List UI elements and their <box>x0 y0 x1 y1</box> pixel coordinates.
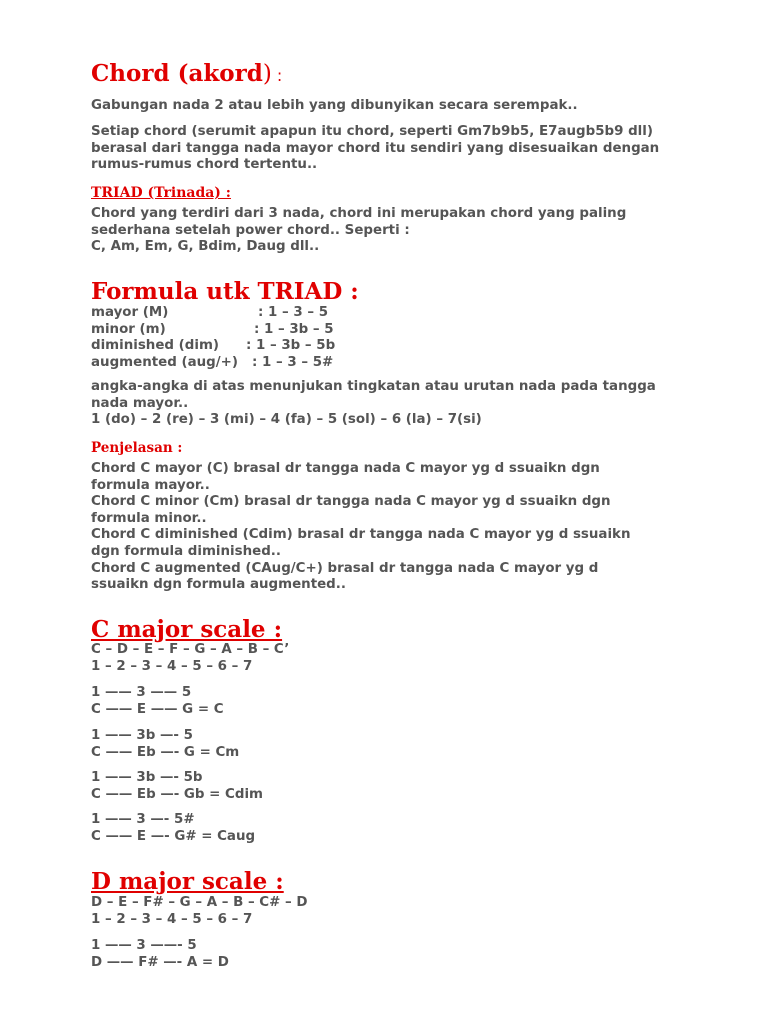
penjelasan-line: Chord C mayor (C) brasal dr tangga nada C mayor yg d ssuaikn dgn <box>91 461 600 476</box>
triad-heading: TRIAD (Trinada) : <box>91 185 231 201</box>
chord-heading-title: Chord (akord <box>91 60 263 87</box>
intro-paragraph-1: Gabungan nada 2 atau lebih yang dibunyikan secara serempak.. <box>91 98 578 113</box>
formula-label: mayor (M) <box>91 305 169 320</box>
triad-degrees: 1 —— 3b —- 5 <box>91 728 193 743</box>
intro-line: rumus-rumus chord tertentu.. <box>91 157 318 173</box>
formula-value: : 1 – 3b – 5b <box>246 338 336 354</box>
triad-degrees: 1 —— 3 —— 5 <box>91 685 192 700</box>
formula-note-line: nada mayor.. <box>91 395 189 411</box>
formula-heading: Formula utk TRIAD : <box>91 278 359 305</box>
triad-line: Chord yang terdiri dari 3 nada, chord ini merupakan chord yang paling <box>91 206 627 221</box>
formula-note-line: 1 (do) – 2 (re) – 3 (mi) – 4 (fa) – 5 (sol) – 6 (la) – 7(si) <box>91 412 482 428</box>
formula-note <box>91 379 656 429</box>
penjelasan-line: formula mayor.. <box>91 477 210 493</box>
scale-notes: D – E – F# – G – A – B – C# – D <box>91 895 308 910</box>
triad-notes: C —— E —- G# = Caug <box>91 828 256 844</box>
triad-notes: C —— Eb —- Gb = Cdim <box>91 786 264 802</box>
d-major-scale <box>91 895 308 928</box>
triad-degrees: 1 —— 3b —- 5b <box>91 770 203 785</box>
d-major-triad-block <box>91 938 229 971</box>
intro-line: Setiap chord (serumit apapun itu chord, seperti Gm7b9b5, E7augb5b9 dll) <box>91 124 653 139</box>
triad-notes: D —— F# —- A = D <box>91 954 229 970</box>
scale-notes: C – D – E – F – G – A – B – C’ <box>91 642 290 657</box>
penjelasan-line: Chord C augmented (CAug/C+) brasal dr tangga nada C mayor yg d <box>91 560 599 576</box>
formula-table <box>91 305 335 371</box>
intro-line: berasal dari tangga nada mayor chord itu sendiri yang disesuaikan dengan <box>91 140 660 156</box>
triad-notes: C —— E —— G = C <box>91 701 224 717</box>
penjelasan-line: Chord C diminished (Cdim) brasal dr tangga nada C mayor yg d ssuaikn <box>91 527 631 543</box>
formula-row-diminished <box>91 338 335 355</box>
penjelasan-line: dgn formula diminished.. <box>91 543 281 559</box>
formula-row-augmented <box>91 355 335 372</box>
d-major-heading: D major scale : <box>91 868 284 895</box>
triad-notes: C —— Eb —- G = Cm <box>91 744 240 760</box>
scale-degrees: 1 – 2 – 3 – 4 – 5 – 6 – 7 <box>91 911 253 927</box>
c-major-triad-block <box>91 685 224 718</box>
triad-line: sederhana setelah power chord.. Seperti : <box>91 222 410 238</box>
triad-degrees: 1 —— 3 ——- 5 <box>91 938 197 953</box>
formula-value: : 1 – 3 – 5 <box>258 305 329 320</box>
formula-value: : 1 – 3 – 5# <box>252 354 334 370</box>
c-major-heading: C major scale : <box>91 616 283 643</box>
formula-value: : 1 – 3b – 5 <box>254 321 334 337</box>
penjelasan-heading: Penjelasan : <box>91 440 183 456</box>
c-major-triad-block <box>91 728 239 761</box>
formula-label: diminished (dim) <box>91 338 220 354</box>
intro-paragraph-2 <box>91 124 659 174</box>
c-major-triad-block <box>91 812 255 845</box>
formula-row-mayor <box>91 305 335 322</box>
penjelasan-line: formula minor.. <box>91 510 207 526</box>
chord-heading <box>91 60 282 90</box>
penjelasan-line: Chord C minor (Cm) brasal dr tangga nada C mayor yg d ssuaikn dgn <box>91 494 611 510</box>
triad-line: C, Am, Em, G, Bdim, Daug dll.. <box>91 239 320 255</box>
triad-paragraph <box>91 206 626 256</box>
chord-heading-colon: : <box>271 66 283 85</box>
formula-note-line: angka-angka di atas menunjukan tingkatan atau urutan nada pada tangga <box>91 379 656 394</box>
formula-label: minor (m) <box>91 321 166 337</box>
chord-heading-paren: ) <box>262 61 272 87</box>
scale-degrees: 1 – 2 – 3 – 4 – 5 – 6 – 7 <box>91 658 253 674</box>
c-major-scale <box>91 642 289 675</box>
triad-degrees: 1 —— 3 —- 5# <box>91 812 195 827</box>
penjelasan-paragraph <box>91 461 630 594</box>
c-major-triad-block <box>91 770 263 803</box>
formula-label: augmented (aug/+) <box>91 354 238 370</box>
penjelasan-line: ssuaikn dgn formula augmented.. <box>91 577 346 593</box>
formula-row-minor <box>91 322 335 339</box>
